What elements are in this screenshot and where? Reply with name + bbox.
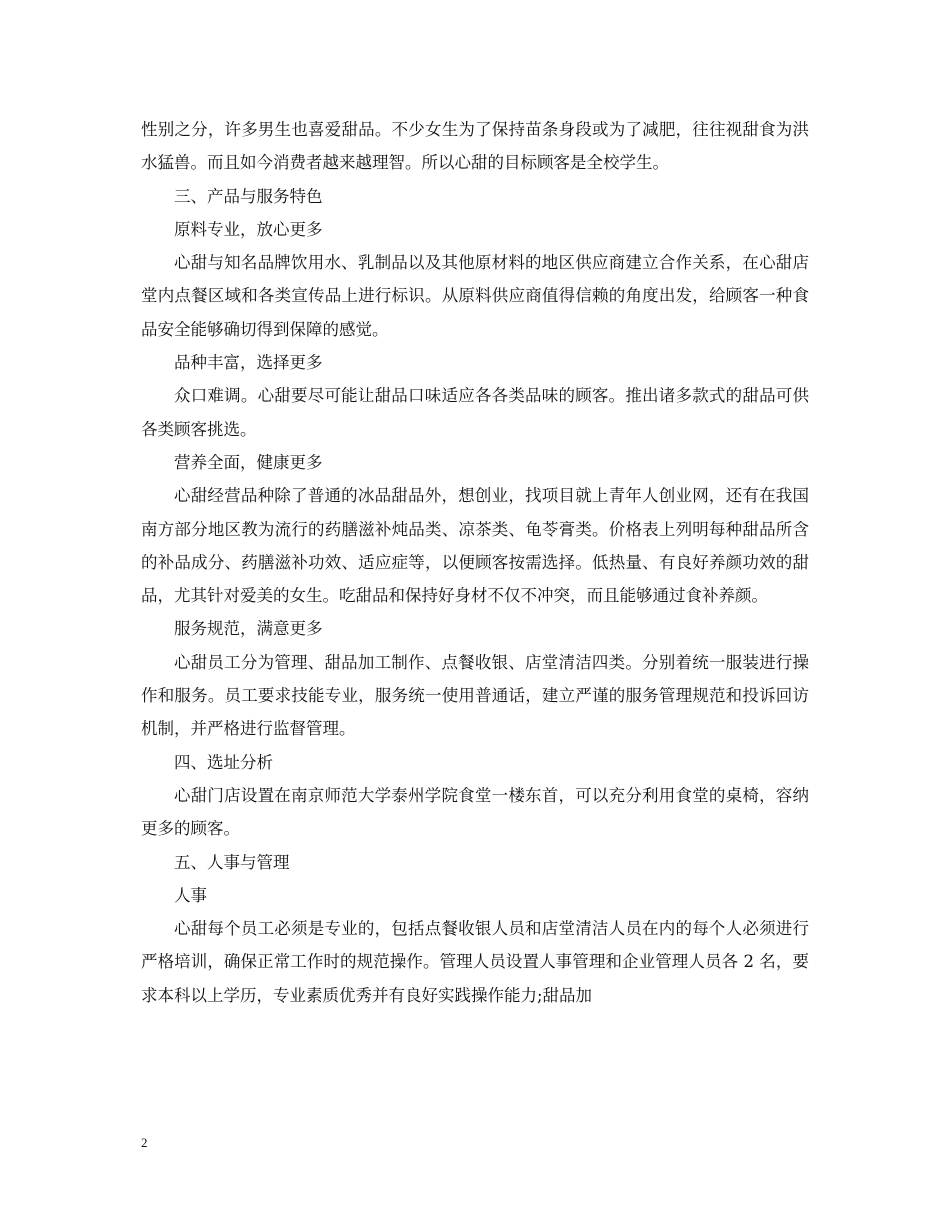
subheading-service: 服务规范，满意更多 — [174, 619, 323, 639]
paragraph-service: 心甜员工分为管理、甜品加工制作、点餐收银、店堂清洁四类。分别着统一服装进行操作和服务。员工要求技能专业，服务统一使用普通话，建立严谨的服务管理规范和投诉回访机制，并严格进行监督管理。 — [141, 652, 809, 739]
paragraph-nutrition: 心甜经营品种除了普通的冰品甜品外，想创业，找项目就上青年人创业网，还有在我国南方部分地区教为流行的药膳滋补炖品类、凉茶类、龟苓膏类。价格表上列明每种甜品所含的补品成分、药膳滋补功效、适应症等，以便顾客按需选择。低热量、有良好养颜功效的甜品，尤其针对爱美的女生。吃甜品和保持好身材不仅不冲突，而且能够通过食补养颜。 — [141, 486, 809, 606]
paragraph-1: 性别之分，许多男生也喜爱甜品。不少女生为了保持苗条身段或为了减肥，往往视甜食为洪水猛兽。而且如今消费者越来越理智。所以心甜的目标顾客是全校学生。 — [141, 120, 809, 173]
page-number: 2 — [141, 1135, 148, 1150]
paragraph-ingredients: 心甜与知名品牌饮用水、乳制品以及其他原材料的地区供应商建立合作关系，在心甜店堂内点餐区域和各类宣传品上进行标识。从原料供应商值得信赖的角度出发，给顾客一种食品安全能够确切得到保障的感觉。 — [141, 253, 809, 339]
document-body — [141, 113, 809, 1012]
subheading-variety: 品种丰富，选择更多 — [174, 353, 323, 373]
paragraph-variety: 众口难调。心甜要尽可能让甜品口味适应各各类品味的顾客。推出诸多款式的甜品可供各类顾客挑选。 — [141, 386, 809, 439]
paragraph-staff: 心甜每个员工必须是专业的，包括点餐收银人员和店堂清洁人员在内的每个人必须进行严格培训，确保正常工作时的规范操作。管理人员设置人事管理和企业管理人员各 2 名，要求本科以上学历，专业素质优秀并有良好实践操作能力;甜品加 — [141, 919, 809, 1005]
section-heading-location: 四、选址分析 — [174, 752, 273, 772]
subheading-staff: 人事 — [174, 885, 207, 905]
subheading-ingredients: 原料专业，放心更多 — [174, 219, 323, 239]
section-heading-personnel: 五、人事与管理 — [174, 852, 290, 872]
subheading-nutrition: 营养全面，健康更多 — [174, 452, 323, 472]
paragraph-location: 心甜门店设置在南京师范大学泰州学院食堂一楼东首，可以充分利用食堂的桌椅，容纳更多的顾客。 — [141, 785, 809, 839]
section-heading-products-services: 三、产品与服务特色 — [174, 186, 323, 206]
